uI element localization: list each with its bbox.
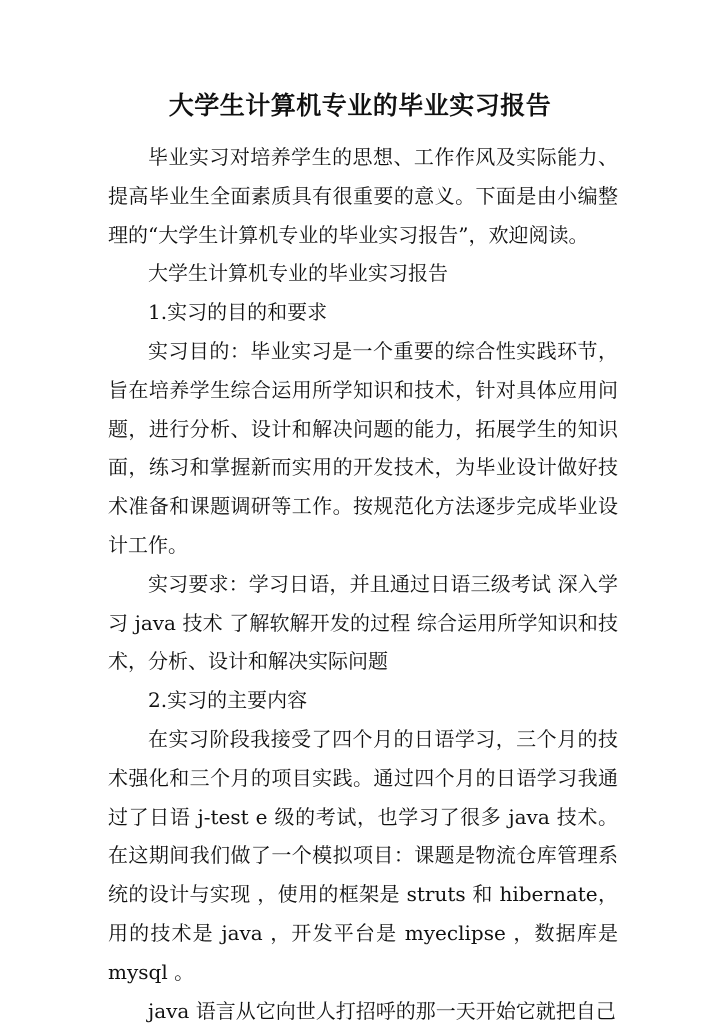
- document-body: [108, 138, 618, 1030]
- paragraph-report-heading: 大学生计算机专业的毕业实习报告: [148, 261, 448, 286]
- document-title: 大学生计算机专业的毕业实习报告: [168, 91, 552, 120]
- section-heading-content: 2.实习的主要内容: [148, 688, 308, 713]
- paragraph-java: java 语言从它向世人打招呼的那一天开始它就把自己: [148, 998, 616, 1023]
- paragraph-intro: 毕业实习对培养学生的思想、工作作风及实际能力、提高毕业生全面素质具有很重要的意义。下面是由小编整理的“大学生计算机专业的毕业实习报告”，欢迎阅读。: [108, 145, 618, 247]
- paragraph-purpose: 实习目的：毕业实习是一个重要的综合性实践环节，旨在培养学生综合运用所学知识和技术，针对具体应用问题，进行分析、设计和解决问题的能力，拓展学生的知识面，练习和掌握新而实用的开发技术，为毕业设计做好技术准备和课题调研等工作。按规范化方法逐步完成毕业设计工作。: [108, 338, 618, 557]
- paragraph-requirements: 实习要求：学习日语，并且通过日语三级考试 深入学习 java 技术 了解软解开发的过程 综合运用所学知识和技术，分析、设计和解决实际问题: [108, 571, 618, 674]
- paragraph-content: 在实习阶段我接受了四个月的日语学习，三个月的技术强化和三个月的项目实践。通过四个月的日语学习我通过了日语 j-test e 级的考试，也学习了很多 java 技术。在这期间我们做了一个模拟项目：课题是物流仓库管理系统的设计与实现 ，使用的框架是 struts 和 hibernate，用的技术是 java ，开发平台是 myeclipse ，数据库是 mysql 。: [108, 726, 618, 984]
- section-heading-purpose: 1.实习的目的和要求: [148, 300, 328, 325]
